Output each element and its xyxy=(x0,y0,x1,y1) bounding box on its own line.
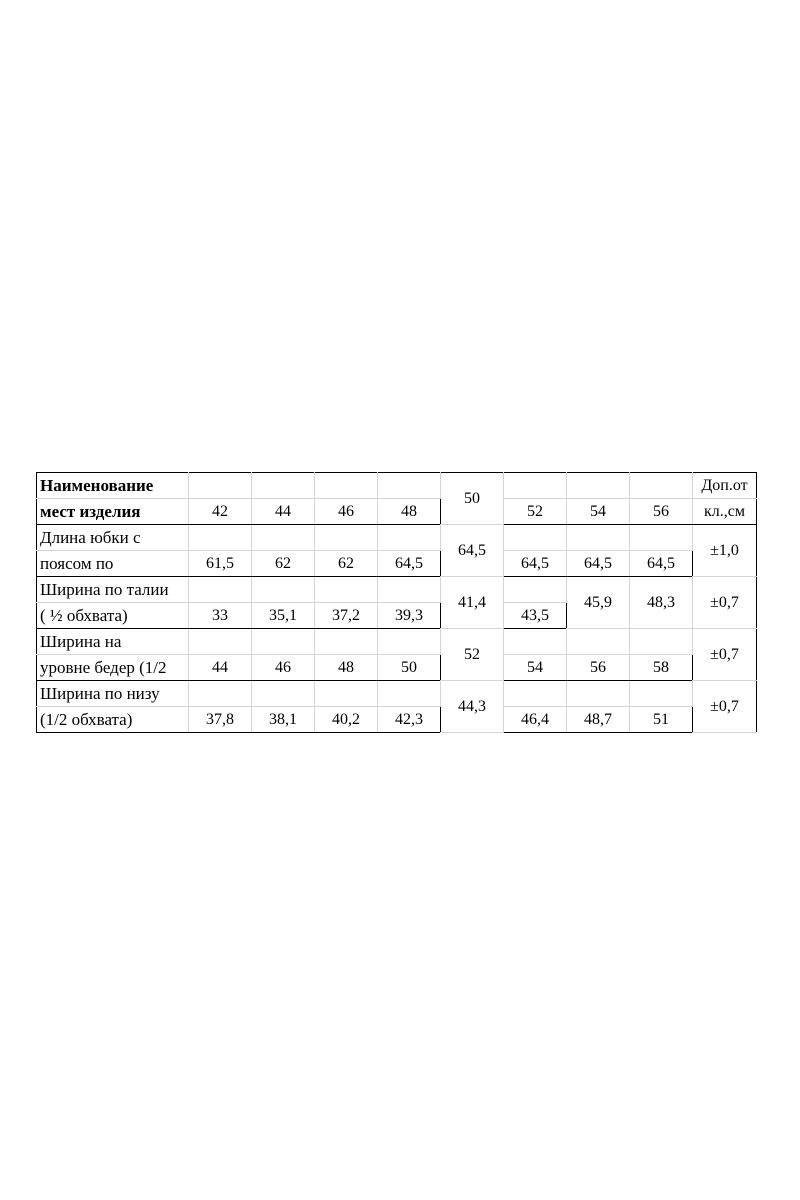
value-cell: 37,8 xyxy=(189,707,252,733)
empty-cell xyxy=(504,629,567,655)
size-cell xyxy=(630,473,693,499)
value-cell: 44 xyxy=(189,655,252,681)
table-row xyxy=(37,655,757,681)
value-cell: 62 xyxy=(315,551,378,577)
tolerance-header-line2: кл.,см xyxy=(693,499,757,525)
value-cell: 35,1 xyxy=(252,603,315,629)
size-table xyxy=(36,472,757,733)
value-cell: 43,5 xyxy=(504,603,567,629)
empty-cell xyxy=(567,681,630,707)
empty-cell xyxy=(378,525,441,551)
table-row xyxy=(37,707,757,733)
value-cell: 64,5 xyxy=(630,551,693,577)
empty-cell xyxy=(630,681,693,707)
empty-cell xyxy=(567,629,630,655)
tolerance-header-line1: Доп.от xyxy=(693,473,757,499)
value-cell: 40,2 xyxy=(315,707,378,733)
value-cell: 41,4 xyxy=(441,577,504,629)
row-label-line2: ( ½ обхвата) xyxy=(37,603,189,629)
empty-cell xyxy=(252,577,315,603)
value-cell: 64,5 xyxy=(441,525,504,577)
value-cell: 46,4 xyxy=(504,707,567,733)
row-label-line2: уровне бедер (1/2 xyxy=(37,655,189,681)
value-cell: 48,3 xyxy=(630,577,693,629)
tolerance-cell: ±0,7 xyxy=(693,629,757,681)
value-cell: 52 xyxy=(441,629,504,681)
row-label-line1: Ширина по талии xyxy=(37,577,189,603)
value-cell: 51 xyxy=(630,707,693,733)
table-row xyxy=(37,577,757,603)
table-row xyxy=(37,681,757,707)
size-header-44: 44 xyxy=(252,499,315,525)
value-cell: 33 xyxy=(189,603,252,629)
row-label-line2: поясом по xyxy=(37,551,189,577)
table-row xyxy=(37,525,757,551)
value-cell: 61,5 xyxy=(189,551,252,577)
row-label-line1: Ширина по низу xyxy=(37,681,189,707)
empty-cell xyxy=(504,681,567,707)
value-cell: 64,5 xyxy=(504,551,567,577)
empty-cell xyxy=(315,629,378,655)
empty-cell xyxy=(315,681,378,707)
size-header-56: 56 xyxy=(630,499,693,525)
value-cell: 56 xyxy=(567,655,630,681)
size-header-48: 48 xyxy=(378,499,441,525)
value-cell: 64,5 xyxy=(567,551,630,577)
empty-cell xyxy=(189,577,252,603)
value-cell: 48 xyxy=(315,655,378,681)
value-cell: 38,1 xyxy=(252,707,315,733)
size-cell xyxy=(567,473,630,499)
size-cell xyxy=(315,473,378,499)
value-cell: 44,3 xyxy=(441,681,504,733)
row-label-line1: Ширина на xyxy=(37,629,189,655)
empty-cell xyxy=(189,629,252,655)
size-cell xyxy=(252,473,315,499)
table-row xyxy=(37,629,757,655)
value-cell: 39,3 xyxy=(378,603,441,629)
value-cell: 46 xyxy=(252,655,315,681)
header-row xyxy=(37,473,757,499)
empty-cell xyxy=(504,525,567,551)
value-cell: 54 xyxy=(504,655,567,681)
empty-cell xyxy=(630,525,693,551)
name-header-line2: мест изделия xyxy=(37,499,189,525)
empty-cell xyxy=(315,525,378,551)
table-row xyxy=(37,551,757,577)
size-header-52: 52 xyxy=(504,499,567,525)
value-cell: 37,2 xyxy=(315,603,378,629)
size-header-50: 50 xyxy=(441,473,504,525)
empty-cell xyxy=(315,577,378,603)
empty-cell xyxy=(252,525,315,551)
tolerance-cell: ±0,7 xyxy=(693,681,757,733)
tolerance-cell: ±0,7 xyxy=(693,577,757,629)
row-label-line2: (1/2 обхвата) xyxy=(37,707,189,733)
value-cell: 50 xyxy=(378,655,441,681)
value-cell: 48,7 xyxy=(567,707,630,733)
size-header-46: 46 xyxy=(315,499,378,525)
name-header-line1: Наименование xyxy=(37,473,189,499)
empty-cell xyxy=(378,577,441,603)
value-cell: 64,5 xyxy=(378,551,441,577)
row-label-line1: Длина юбки с xyxy=(37,525,189,551)
value-cell: 58 xyxy=(630,655,693,681)
empty-cell xyxy=(378,629,441,655)
empty-cell xyxy=(504,577,567,603)
empty-cell xyxy=(252,629,315,655)
tolerance-cell: ±1,0 xyxy=(693,525,757,577)
empty-cell xyxy=(378,681,441,707)
value-cell: 45,9 xyxy=(567,577,630,629)
empty-cell xyxy=(189,681,252,707)
empty-cell xyxy=(567,525,630,551)
header-row-2 xyxy=(37,499,757,525)
size-cell xyxy=(378,473,441,499)
empty-cell xyxy=(252,681,315,707)
size-header-42: 42 xyxy=(189,499,252,525)
size-header-54: 54 xyxy=(567,499,630,525)
empty-cell xyxy=(189,525,252,551)
size-cell xyxy=(504,473,567,499)
empty-cell xyxy=(630,629,693,655)
value-cell: 42,3 xyxy=(378,707,441,733)
value-cell: 62 xyxy=(252,551,315,577)
size-cell xyxy=(189,473,252,499)
